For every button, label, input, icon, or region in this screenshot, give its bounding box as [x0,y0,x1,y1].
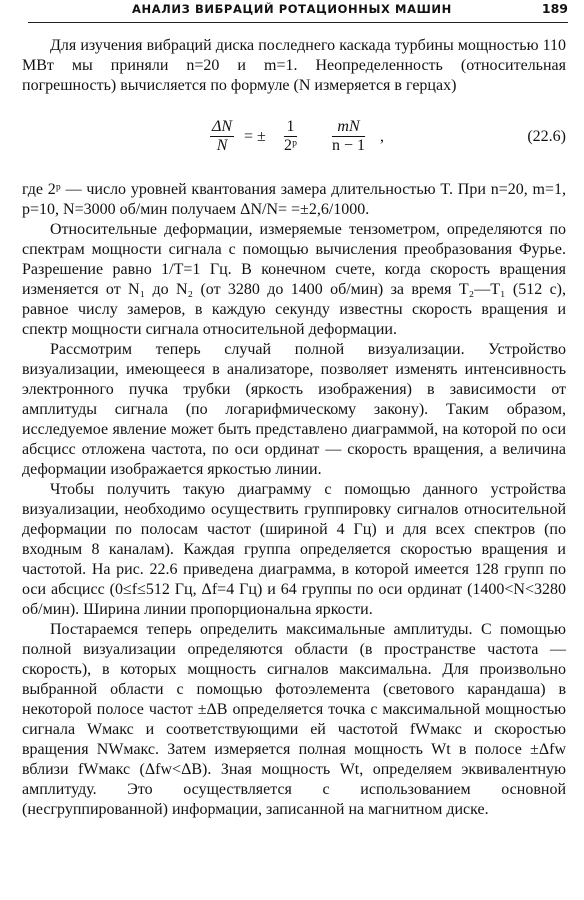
paragraph-deformations: Относительные деформации, измеряемые тензометром, определяются по спектрам мощности сигнала с помощью вычисления преобразования Фурье. Разрешение равно 1/T=1 Гц. В конечном счете, когда скорость вращения изменяется от N₁ до N₂ (от 3280 до 1400 об/мин) за время T₂—T₁ (512 с), равное числу замеров, в каждую секунду известны скорость вращения и спектр мощности сигнала относительной деформации. [22,221,566,338]
formula-f3-denominator: n − 1 [332,137,366,154]
formula-fraction-3 [332,118,365,155]
formula-lhs-numerator: ΔN [212,118,233,135]
paragraph-visualization: Рассмотрим теперь случай полной визуализации. Устройство визуализации, имеющееся в анализаторе, позволяет изменять интенсивность электронного пучка трубки (яркость изображения) в зависимости от амплитуды сигнала (по логарифмическому закону). Таким образом, исследуемое явление может быть представлено диаграммой, на которой по оси абсцисс отложена частота, по оси ординат — скорость вращения, а величина деформации изображается яркостью линии. [22,341,566,478]
paragraph-intro: Для изучения вибраций диска последнего каскада турбины мощностью 110 МВт мы приняли n=20 и m=1. Неопределенность (относительная погрешность) вычисляется по формуле (N измеряется в герцах) [22,37,566,94]
page-number: 189 [541,1,568,16]
paragraph-where: где 2ᵖ — число уровней квантования замера длительностью T. При n=20, m=1, p=10, N=3000 об/мин получаем ΔN/N= =±2,6/1000. [22,181,566,218]
formula-comma: , [380,128,384,145]
body-text [22,180,566,820]
formula-fraction-2 [284,118,297,155]
equation-number: (22.6) [527,128,566,145]
formula-f2-denominator: 2ᵖ [284,137,297,154]
paragraph-diagram: Чтобы получить такую диаграмму с помощью данного устройства визуализации, необходимо осуществить группировку сигналов относительной деформации по полосам частот (шириной 4 Гц) и для всех спектров (по входным 8 каналам). Каждая группа определяется скоростью вращения и частотой. На рис. 22.6 приведена диаграмма, в которой имеется 128 групп по оси абсцисс (0≤f≤512 Гц, Δf=4 Гц) и 64 группы по оси ординат (1400<N<3280 об/мин). Ширина линии пропорциональна яркости. [22,481,566,618]
running-title: АНАЛИЗ ВИБРАЦИЙ РОТАЦИОННЫХ МАШИН [132,2,452,16]
formula-lhs-fraction [210,118,234,155]
formula-f2-numerator: 1 [284,118,297,137]
page-header [28,0,568,23]
formula-f3-numerator: mN [332,118,365,137]
formula-equals: = ± [244,128,266,145]
formula-lhs-denominator: N [216,137,228,154]
formula-22-6 [22,118,566,168]
paragraph-amplitudes: Постараемся теперь определить максимальные амплитуды. С помощью полной визуализации определяются области (в пространстве частота — скорость), в которых мощность сигналов максимальна. Для произвольно выбранной области с помощью фотоэлемента (светового карандаша) в некоторой полосе частот ±ΔB определяется точка с максимальной мощностью сигнала Wмакс и соответствующими ей частотой fWмакс и скоростью вращения NWмакс. Затем измеряется полная мощность Wt в полосе ±Δfw вблизи fWмакс (Δfw<ΔB). Зная мощность Wt, определяем эквивалентную амплитуду. Это осуществляется с использованием основной (несгруппированной) информации, записанной на магнитном диске. [22,621,566,818]
intro-block [22,36,566,96]
